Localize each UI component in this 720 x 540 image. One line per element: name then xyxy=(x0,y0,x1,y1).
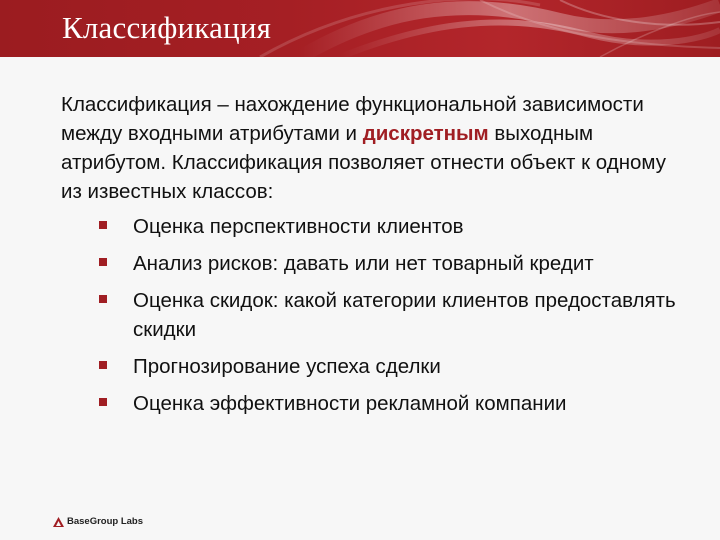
list-item-text: Прогнозирование успеха сделки xyxy=(133,355,441,378)
list-item xyxy=(61,212,691,241)
page-title: Классификация xyxy=(62,10,272,45)
bullet-square-icon xyxy=(99,361,107,369)
list-item-text: Анализ рисков: давать или нет товарный кредит xyxy=(133,252,594,275)
bullet-list xyxy=(61,212,691,418)
bullet-square-icon xyxy=(99,258,107,266)
intro-paragraph xyxy=(61,90,691,206)
footer-brand xyxy=(53,516,143,527)
list-item xyxy=(61,286,691,344)
header-banner xyxy=(0,0,720,57)
bullet-square-icon xyxy=(99,221,107,229)
intro-text-part1: Классификация – нахождение функциональной зависимости между входными атрибутами и xyxy=(61,93,644,145)
list-item xyxy=(61,249,691,278)
list-item-text: Оценка эффективности рекламной компании xyxy=(133,392,567,415)
intro-text-part2: выходным атрибутом. Классификация позволяет отнести объект к одному из известных классов: xyxy=(61,122,666,203)
list-item xyxy=(61,352,691,381)
footer-brand-text: BaseGroup Labs xyxy=(67,516,144,527)
basegroup-logo-icon xyxy=(53,517,64,527)
bullet-square-icon xyxy=(99,398,107,406)
bullet-square-icon xyxy=(99,295,107,303)
list-item-text: Оценка скидок: какой категории клиентов предоставлять скидки xyxy=(133,289,676,341)
list-item-text: Оценка перспективности клиентов xyxy=(133,215,464,238)
list-item xyxy=(61,389,691,418)
slide-content xyxy=(61,90,691,426)
intro-highlight: дискретным xyxy=(362,122,489,145)
